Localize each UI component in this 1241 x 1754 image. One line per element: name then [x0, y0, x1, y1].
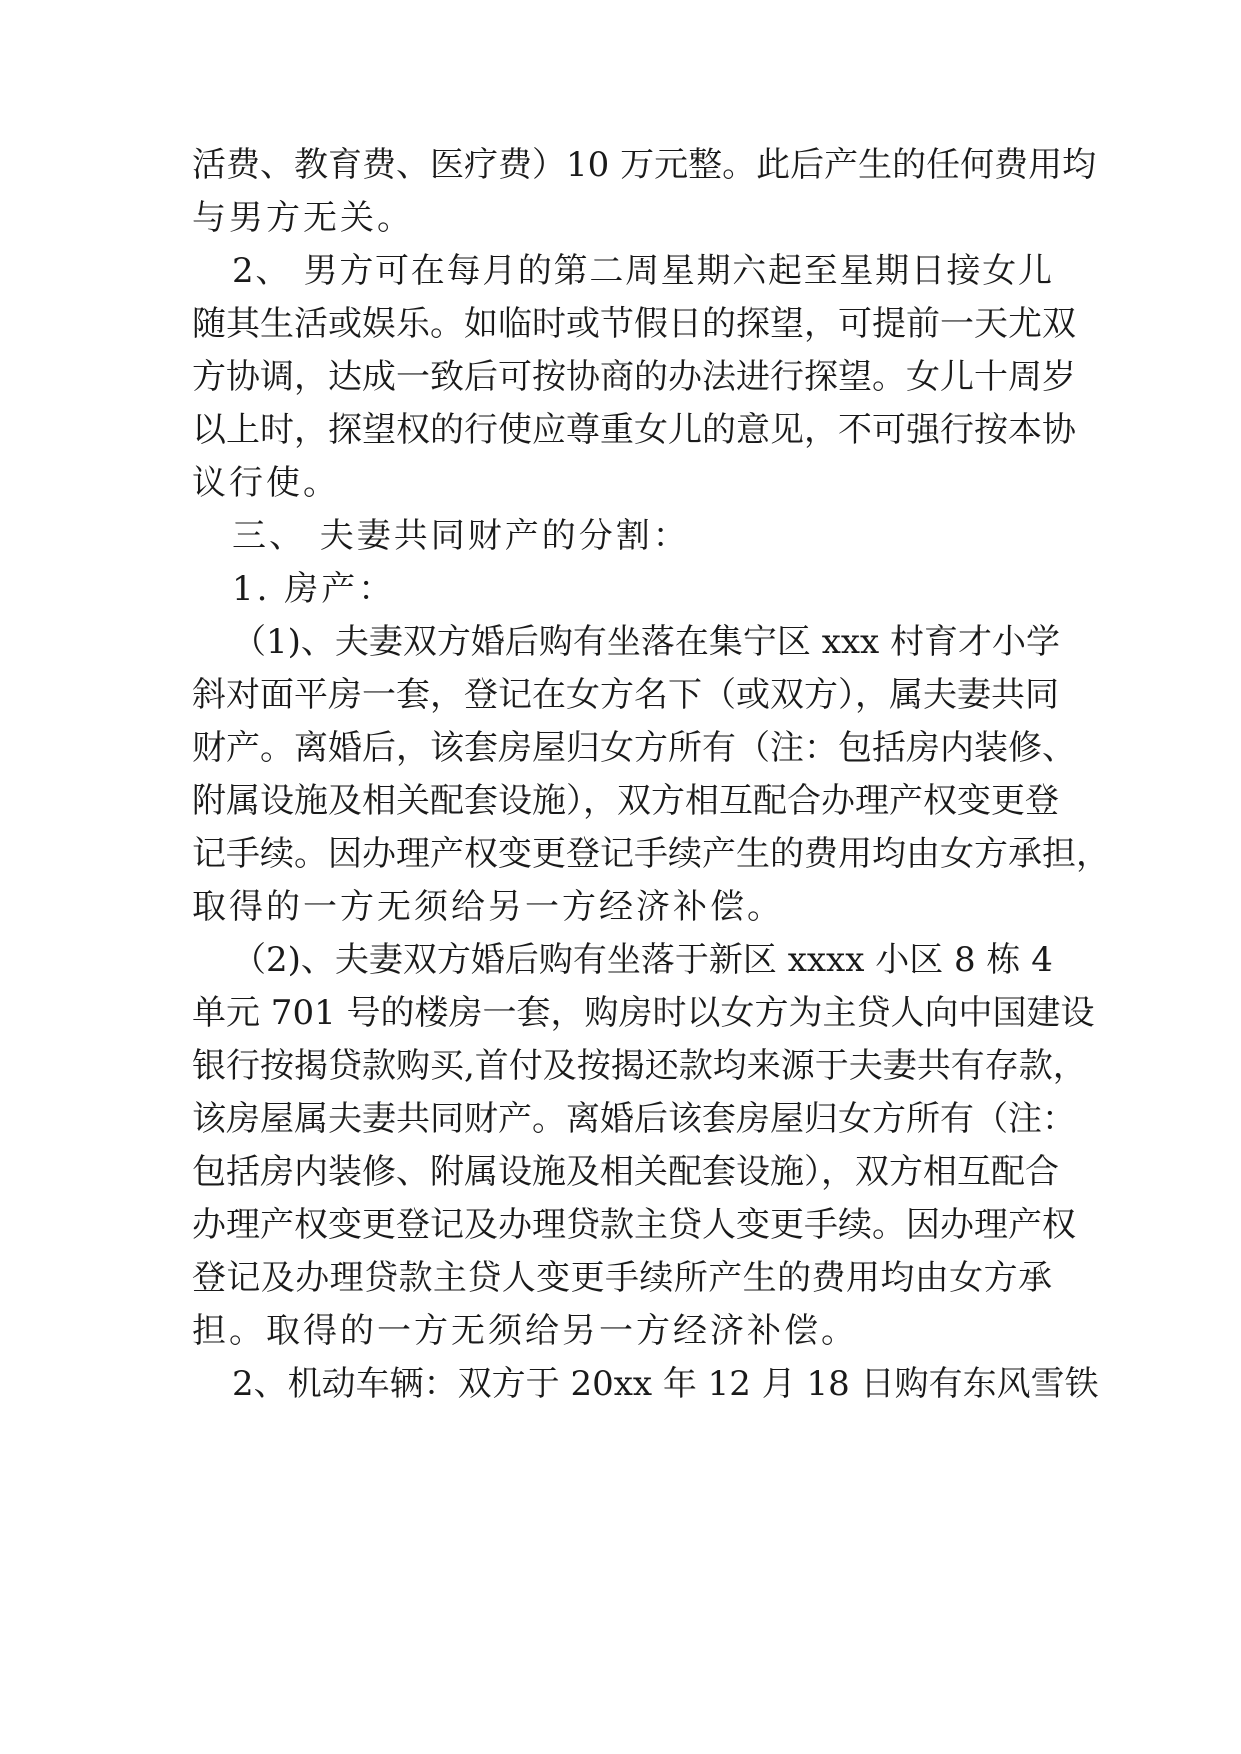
text-line: 单元 701 号的楼房一套，购房时以女方为主贷人向中国建设 [192, 993, 1095, 1033]
text-line: 附属设施及相关配套设施），双方相互配合办理产权变更登 [192, 781, 1059, 821]
subsection-heading: 1. 房产： [232, 569, 396, 609]
text-line: 议行使。 [192, 463, 340, 503]
text-line: 活费、教育费、医疗费）10 万元整。此后产生的任何费用均 [192, 145, 1097, 185]
text-line: 担。取得的一方无须给另一方经济补偿。 [192, 1311, 858, 1351]
text-line: 2、 男方可在每月的第二周星期六起至星期日接女儿 [232, 251, 1052, 291]
text-line: 包括房内装修、附属设施及相关配套设施），双方相互配合 [192, 1152, 1059, 1192]
text-line: 与男方无关。 [192, 198, 414, 238]
text-line: 记手续。因办理产权变更登记手续产生的费用均由女方承担， [192, 834, 1110, 874]
text-line: 2、机动车辆：双方于 20xx 年 12 月 18 日购有东风雪铁 [232, 1364, 1099, 1404]
text-line: 随其生活或娱乐。如临时或节假日的探望，可提前一天尤双 [192, 304, 1076, 344]
section-heading: 三、 夫妻共同财产的分割： [232, 516, 690, 556]
text-line: （2)、夫妻双方婚后购有坐落于新区 xxxx 小区 8 栋 4 [232, 940, 1053, 980]
text-line: 斜对面平房一套，登记在女方名下（或双方），属夫妻共同 [192, 675, 1059, 715]
text-line: 该房屋属夫妻共同财产。离婚后该套房屋归女方所有（注： [192, 1099, 1076, 1139]
text-line: 取得的一方无须给另一方经济补偿。 [192, 887, 784, 927]
text-line: （1)、夫妻双方婚后购有坐落在集宁区 xxx 村育才小学 [232, 622, 1061, 662]
text-line: 财产。离婚后，该套房屋归女方所有（注：包括房内装修、 [192, 728, 1076, 768]
text-line: 以上时，探望权的行使应尊重女儿的意见，不可强行按本协 [192, 410, 1076, 450]
text-line: 登记及办理贷款主贷人变更手续所产生的费用均由女方承 [192, 1258, 1052, 1298]
text-line: 方协调，达成一致后可按协商的办法进行探望。女儿十周岁 [192, 357, 1076, 397]
text-line: 办理产权变更登记及办理贷款主贷人变更手续。因办理产权 [192, 1205, 1076, 1245]
text-line: 银行按揭贷款购买,首付及按揭还款均来源于夫妻共有存款， [192, 1046, 1087, 1086]
